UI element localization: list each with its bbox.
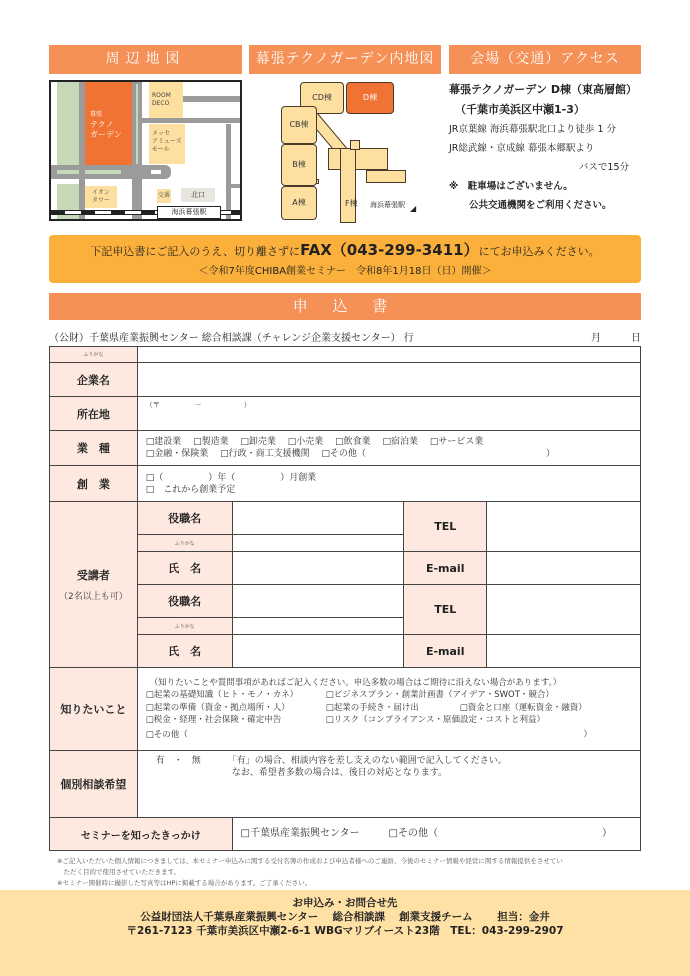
event-info: ＜令和7年度CHIBA創業セミナー 令和8年1月18日（日）開催＞ [198,266,492,277]
consult-choice[interactable]: 有 ・ 無 [155,756,201,766]
tel-input-1[interactable] [487,502,641,552]
transit-note: 公共交通機関をご利用ください。 [469,200,612,211]
industry-label: 業 種 [50,431,138,466]
position-label-1: 役職名 [137,502,232,535]
email-input-1[interactable] [487,552,641,585]
parking-note: ※ 駐車場はございません。 [449,181,573,192]
company-input[interactable] [137,363,640,397]
name-input-1[interactable] [232,552,404,585]
koban-block: 交番 [157,189,171,203]
date-field: 月 日 [591,333,641,344]
founding-options[interactable]: □（ ）年（ ）月創業 □ これから創業予定 [137,466,640,502]
building-cd: CD棟 [300,82,344,114]
route-1: JR京葉線 海浜幕張駅北口より徒歩 1 分 [449,124,617,135]
tel-input-2[interactable] [487,585,641,635]
furigana-label-1: ふりがな [137,535,232,552]
position-input-2[interactable] [232,585,404,618]
company-furigana-input[interactable] [137,347,640,363]
addressee-line: （公財）千葉県産業振興センター 総合相談課（チャレンジ企業支援センター） 行 月 日 [49,329,641,344]
source-options[interactable]: □千葉県産業振興センター □その他（ ） [232,818,640,851]
messe-block: メッセ アミューズ モール [149,124,185,164]
contact-address: 〒261-7123 千葉市美浜区中瀬2-6-1 WBGマリブイースト23階 TEL：043-299-2907 [126,925,564,937]
route-2-bus: バスで15分 [578,162,629,173]
building-f: F棟 [345,199,358,208]
area-map [49,80,242,221]
consultation-label: 個別相談希望 [50,751,138,818]
campus-station-label: 海浜幕張駅 [370,201,405,209]
contact-title: お申込み・お問合せ先 [292,897,398,909]
name-label-2: 氏 名 [137,635,232,668]
application-form [49,346,641,851]
furigana-label: ふりがな [50,347,138,363]
venue-address: （千葉市美浜区中瀬1-3） [455,103,585,116]
building-a: A棟 [281,186,317,220]
name-input-2[interactable] [232,635,404,668]
privacy-notes: ※ご記入いただいた個人情報につきましては、本セミナー申込みに関する受付名簿の作成および申込者様へのご連絡、今後のセミナー情報や経営に関する情報提供をさせてい ただく目的で使用させていただきます。 ※セミナー開催時に撮影した写真等はHPに掲載する場合があります。ご了承ください。 [57,857,563,887]
venue-name: 幕張テクノガーデン D棟（東高層館） [449,83,637,96]
want-to-know-label: 知りたいこと [50,668,138,751]
form-title: 申 込 書 [49,293,641,320]
fax-banner: 下記申込書にご記入のうえ、切り離さずにFAX（043-299-3411）にてお申込みください。 ＜令和7年度CHIBA創業セミナー 令和8年1月18日（日）開催＞ [49,235,641,283]
tel-label-2: TEL [404,585,487,635]
room-deco-block: ROOM DECO [149,82,183,118]
industry-options[interactable]: □建設業 □製造業 □卸売業 □小売業 □飲食業 □宿泊業 □サービス業 □金融・保険業 □行政・商工支援機関 □その他（ ） [137,431,640,466]
attendee-label: 受講者 （2名以上も可） [50,502,138,668]
contact-org: 公益財団法人千葉県産業振興センター 総合相談課 創業支援チーム 担当：金井 [140,911,550,923]
fax-number: FAX（043-299-3411） [300,241,479,259]
building-b: B棟 [281,144,317,186]
name-furigana-input-2[interactable] [232,618,404,635]
position-label-2: 役職名 [137,585,232,618]
map-header: 周辺地図 [49,45,242,74]
north-exit-block: 北口 [181,188,215,202]
venue-block: 幕張 テクノ ガーデン [85,82,132,165]
access-info [449,80,649,215]
company-label: 企業名 [50,363,138,397]
aeon-block: イオン タワー [85,186,117,208]
contact-footer [0,890,690,976]
access-header: 会場（交通）アクセス [449,45,641,74]
route-2: JR総武線・京成線 幕張本郷駅より [449,143,595,154]
building-cb: CB棟 [281,106,317,144]
arrow-icon: ◢ [410,204,417,213]
email-input-2[interactable] [487,635,641,668]
location-input[interactable]: （〒 － ） [137,397,640,431]
consultation-field[interactable]: 有 ・ 無 「有」の場合、相談内容を差し支えのない範囲で記入してください。 なお、希望者多数の場合は、後日の対応となります。 [137,751,640,818]
campus-map-header: 幕張テクノガーデン内地図 [249,45,441,74]
founding-label: 創 業 [50,466,138,502]
email-label-1: E-mail [404,552,487,585]
source-label: セミナーを知ったきっかけ [50,818,233,851]
email-label-2: E-mail [404,635,487,668]
furigana-label-2: ふりがな [137,618,232,635]
name-furigana-input-1[interactable] [232,535,404,552]
want-to-know-options[interactable]: （知りたいことや質問事項があればご記入ください。申込多数の場合はご期待に沿えない場合があります。） □起業の基礎知識（ヒト・モノ・カネ） □ビジネスプラン・創業計画書（アイデア・SWOT・競合） □起業の準備（資金・拠点場所・人） □起業の手続き・届け出 □資金と口座（運転資金・融資） □税金・経理・社会保険・確定申告 □リスク（コンプライアンス・原価設定・コストと利益） □その他（ ） [137,668,640,751]
position-input-1[interactable] [232,502,404,535]
location-label: 所在地 [50,397,138,431]
station-label: 海浜幕張駅 [157,206,221,219]
tel-label-1: TEL [404,502,487,552]
name-label-1: 氏 名 [137,552,232,585]
campus-map [278,80,438,225]
building-d: D棟 [346,82,394,114]
